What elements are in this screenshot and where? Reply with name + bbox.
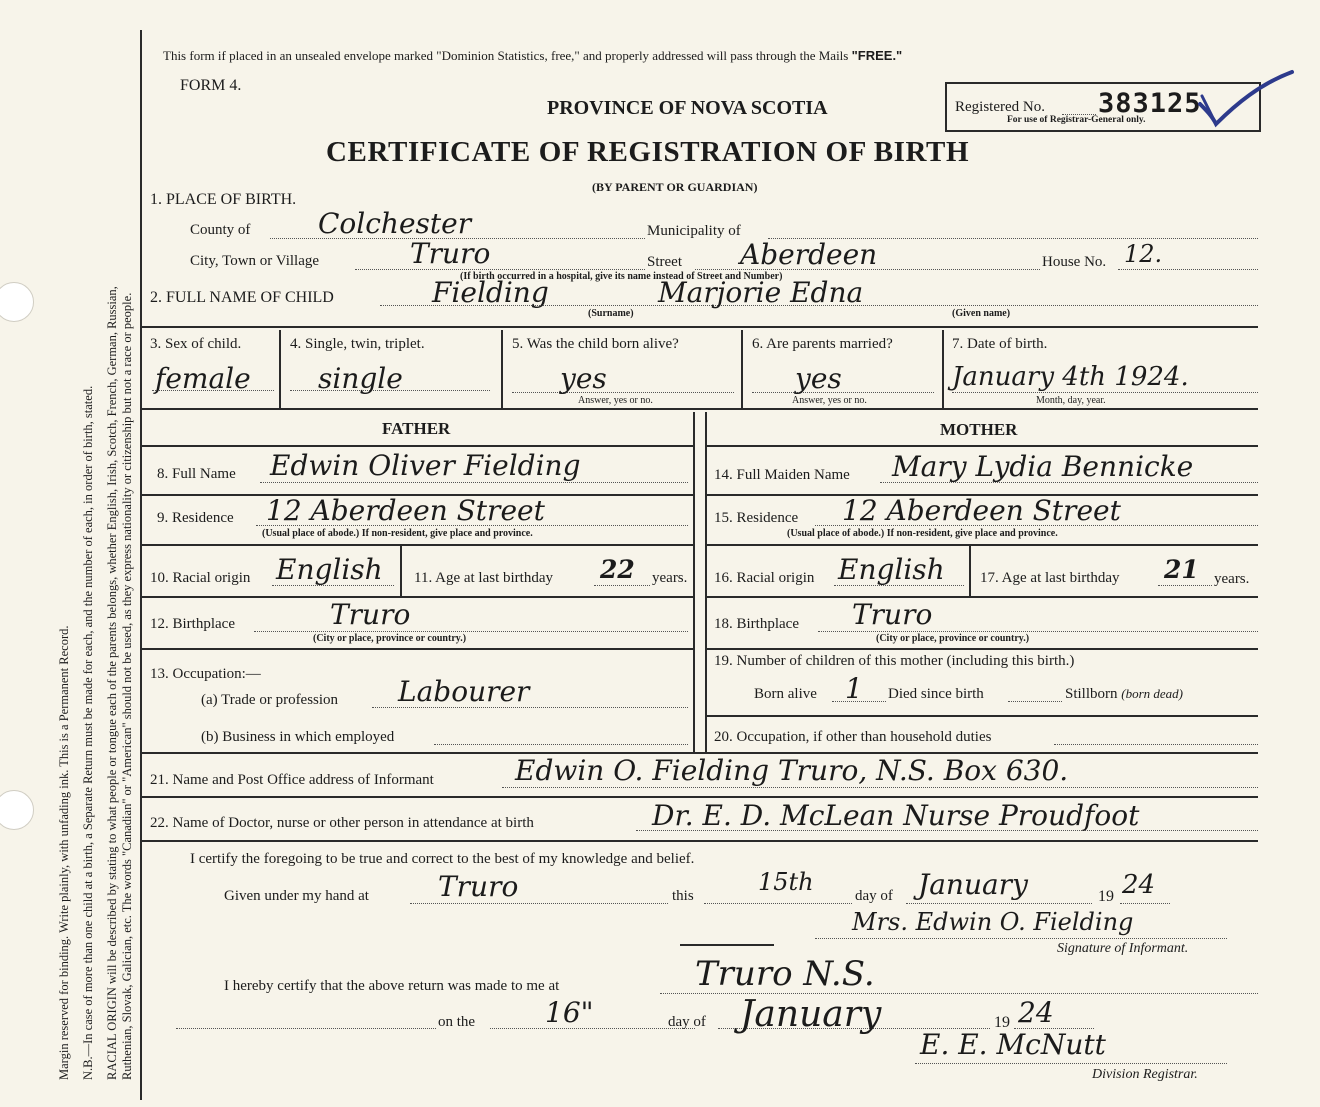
stillborn-label: Stillborn (born dead) (1065, 686, 1184, 702)
born-alive-value: yes (560, 362, 607, 395)
attendant-label: 22. Name of Doctor, nurse or other person in attendance at birth (150, 815, 534, 831)
trade-label: (a) Trade or profession (201, 692, 339, 708)
child-surname: Fielding (432, 276, 549, 309)
trade-value: Labourer (398, 675, 530, 708)
city-value: Truro (410, 237, 491, 270)
mother-birthplace-label: 18. Birthplace (714, 616, 799, 632)
father-birthplace-caption: (City or place, province or country.) (313, 633, 467, 644)
parents-married-caption: Answer, yes or no. (792, 395, 867, 406)
father-name-value: Edwin Oliver Fielding (270, 449, 581, 482)
died-since-birth-label: Died since birth (888, 686, 984, 702)
father-age-value: 22 (600, 555, 635, 584)
municipality-label: Municipality of (647, 223, 741, 239)
margin-note-racial-origin: RACIAL ORIGIN will be described by stating to what people or tongue each of the parents belongs, whether English, Irish, Scotch, French, German, Russian, (105, 286, 119, 1080)
registrar-year-value: 24 (1018, 996, 1054, 1029)
mother-name-label: 14. Full Maiden Name (714, 467, 850, 483)
business-label: (b) Business in which employed (201, 729, 395, 745)
given-month-value: January (918, 868, 1028, 901)
registrar-statement: I hereby certify that the above return was made to me at (224, 978, 560, 994)
given-place-value: Truro (438, 870, 519, 903)
mother-heading: MOTHER (940, 420, 1018, 439)
date-of-birth-value: January 4th 1924. (952, 362, 1189, 392)
mail-notice: This form if placed in an unsealed envelope marked "Dominion Statistics, free," and properly addressed will pass through the Mails "FREE." (163, 48, 903, 63)
father-racial-origin-value: English (276, 553, 383, 586)
registrar-signature: E. E. McNutt (920, 1028, 1106, 1061)
mother-residence-caption: (Usual place of abode.) If non-resident, give place and province. (787, 528, 1058, 539)
informant-signature: Mrs. Edwin O. Fielding (852, 908, 1134, 936)
punch-hole-top (0, 282, 34, 322)
father-name-label: 8. Full Name (157, 466, 236, 482)
form-number: FORM 4. (180, 77, 242, 94)
street-label: Street (647, 254, 682, 270)
father-residence-value: 12 Aberdeen Street (266, 494, 545, 527)
plurality-label: 4. Single, twin, triplet. (290, 336, 425, 352)
house-label: House No. (1042, 254, 1107, 270)
born-alive-caption: Answer, yes or no. (578, 395, 653, 406)
given-year-value: 24 (1122, 870, 1156, 900)
place-of-birth-heading: 1. PLACE OF BIRTH. (150, 191, 297, 208)
mother-residence-label: 15. Residence (714, 510, 799, 526)
born-alive-count-value: 1 (845, 672, 863, 705)
father-residence-label: 9. Residence (157, 510, 234, 526)
mother-racial-origin-value: English (838, 553, 945, 586)
attendant-value: Dr. E. D. McLean Nurse Proudfoot (652, 799, 1140, 832)
parents-married-question: 6. Are parents married? (752, 336, 893, 352)
father-birthplace-value: Truro (330, 598, 411, 631)
mother-birthplace-value: Truro (852, 598, 933, 631)
registrar-month-value: January (740, 994, 882, 1035)
children-count-label: 19. Number of children of this mother (including this birth.) (714, 653, 1075, 669)
province-heading: PROVINCE OF NOVA SCOTIA (547, 97, 828, 119)
given-day-value: 15th (758, 868, 814, 896)
mother-age-value: 21 (1164, 555, 1199, 584)
informant-label: 21. Name and Post Office address of Informant (150, 772, 434, 788)
registered-label: Registered No. (955, 99, 1045, 115)
certificate-title: CERTIFICATE OF REGISTRATION OF BIRTH (326, 136, 970, 168)
county-label: County of (190, 222, 251, 238)
date-of-birth-label: 7. Date of birth. (952, 336, 1048, 352)
mother-age-suffix: years. (1214, 571, 1250, 587)
this-label: this (672, 888, 694, 904)
mother-age-label: 17. Age at last birthday (980, 570, 1120, 586)
born-alive-count-label: Born alive (754, 686, 817, 702)
date-of-birth-caption: Month, day, year. (1036, 395, 1106, 406)
house-value: 12. (1124, 240, 1163, 268)
mother-residence-value: 12 Aberdeen Street (842, 494, 1121, 527)
margin-note-binding: Margin reserved for binding. Write plainly, with unfading ink. This is a Permanent Record. (57, 625, 71, 1080)
hospital-note: (If birth occurred in a hospital, give its name instead of Street and Number) (460, 271, 783, 282)
mother-racial-origin-label: 16. Racial origin (714, 570, 815, 586)
day-of-label: day of (855, 888, 893, 904)
surname-caption: (Surname) (588, 308, 634, 319)
punch-hole-bottom (0, 790, 34, 830)
registrar-on-the-label: on the (438, 1014, 476, 1030)
father-age-suffix: years. (652, 570, 688, 586)
registrar-caption: Division Registrar. (1092, 1067, 1198, 1082)
mother-name-value: Mary Lydia Bennicke (892, 450, 1194, 483)
mother-occupation-label: 20. Occupation, if other than household duties (714, 729, 992, 745)
informant-signature-caption: Signature of Informant. (1057, 941, 1189, 956)
sex-value: female (155, 362, 251, 395)
county-value: Colchester (318, 207, 472, 240)
plurality-value: single (318, 362, 403, 395)
registrar-day-value: 16" (545, 996, 594, 1029)
occupation-label: 13. Occupation:— (150, 666, 261, 682)
registrar-place-value: Truro N.S. (695, 954, 875, 994)
father-heading: FATHER (382, 419, 451, 438)
born-alive-question: 5. Was the child born alive? (512, 336, 679, 352)
registrar-note: For use of Registrar-General only. (1007, 115, 1146, 125)
certificate-subtitle: (BY PARENT OR GUARDIAN) (592, 180, 758, 194)
sex-label: 3. Sex of child. (150, 336, 242, 352)
given-name-caption: (Given name) (952, 308, 1011, 319)
father-racial-origin-label: 10. Racial origin (150, 570, 251, 586)
parents-married-value: yes (795, 362, 842, 395)
given-year-prefix: 19 (1098, 888, 1114, 905)
mother-birthplace-caption: (City or place, province or country.) (876, 633, 1030, 644)
certification-statement: I certify the foregoing to be true and correct to the best of my knowledge and belief. (190, 851, 695, 867)
informant-value: Edwin O. Fielding Truro, N.S. Box 630. (515, 754, 1069, 787)
child-given-name: Marjorie Edna (658, 276, 864, 309)
father-birthplace-label: 12. Birthplace (150, 616, 235, 632)
given-under-hand-label: Given under my hand at (224, 888, 369, 904)
check-mark-icon (1196, 66, 1296, 136)
father-residence-caption: (Usual place of abode.) If non-resident, give place and province. (262, 528, 533, 539)
registrar-day-of-label: day of (668, 1014, 706, 1030)
margin-note-racial-origin-cont: Ruthenian, Slovak, Galician, etc. The words "Canadian" or "American" should not be used, as they express nationality or citizenship but not a race or people. (120, 292, 134, 1080)
city-label: City, Town or Village (190, 253, 320, 269)
child-name-label: 2. FULL NAME OF CHILD (150, 289, 334, 306)
father-age-label: 11. Age at last birthday (414, 570, 553, 586)
registrar-year-prefix: 19 (994, 1014, 1010, 1031)
registered-number: 383125 (1098, 88, 1202, 119)
street-value: Aberdeen (740, 238, 878, 271)
margin-note-multiple-births: N.B.—In case of more than one child at a birth, a Separate Return must be made for each, and the number of each, in order of birth, stated. (81, 385, 95, 1080)
